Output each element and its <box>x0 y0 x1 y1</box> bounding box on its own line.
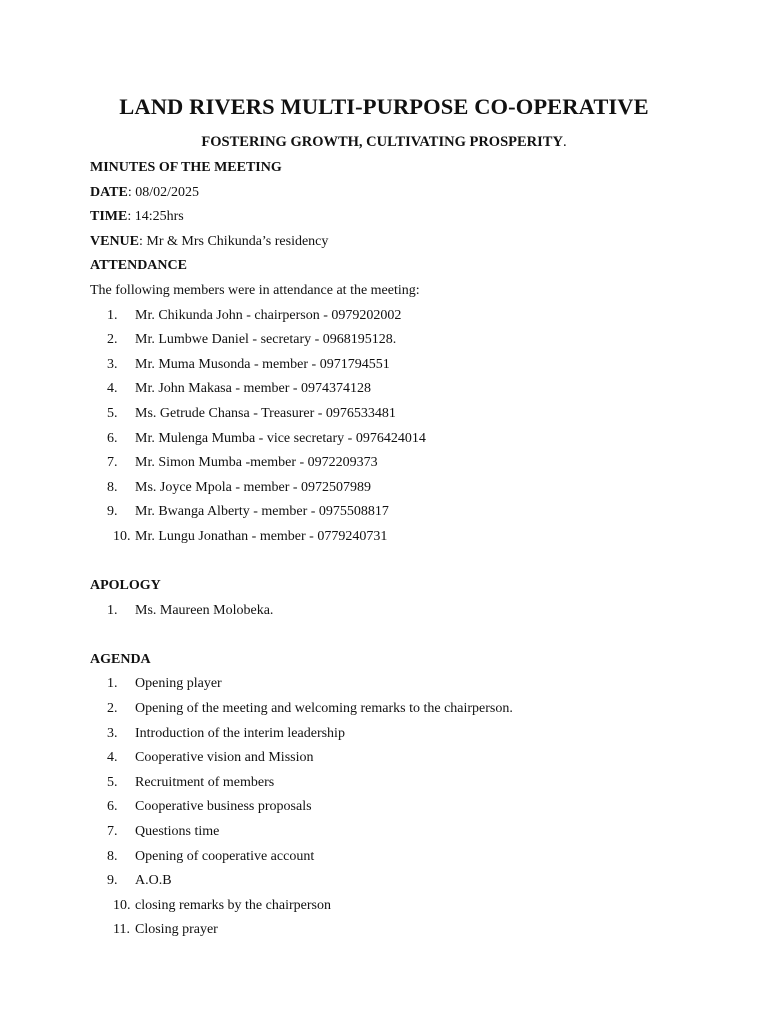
list-item-text: Questions time <box>135 824 220 840</box>
attendance-list <box>90 306 710 552</box>
time-value: : 14:25hrs <box>127 209 184 225</box>
list-item <box>90 453 710 478</box>
list-number: 10. <box>113 528 131 544</box>
attendance-heading: ATTENDANCE <box>90 258 187 274</box>
list-item-text: Introduction of the interim leadership <box>135 725 345 741</box>
time-label: TIME <box>90 209 128 225</box>
list-number: 7. <box>107 824 118 840</box>
list-item-text: Recruitment of members <box>135 774 275 790</box>
list-item-text: Cooperative business proposals <box>135 799 312 815</box>
date-value: : 08/02/2025 <box>127 184 200 200</box>
list-item-text: Closing prayer <box>135 922 218 938</box>
list-number: 5. <box>107 405 118 421</box>
list-item <box>90 822 710 847</box>
agenda-list <box>90 674 710 945</box>
list-number: 1. <box>107 676 118 692</box>
document-title: LAND RIVERS MULTI-PURPOSE CO-OPERATIVE <box>119 94 649 119</box>
list-item-text: Mr. Mulenga Mumba - vice secretary - 0976424014 <box>135 430 426 446</box>
list-item <box>90 699 710 724</box>
list-item-text: Mr. Chikunda John - chairperson - 0979202002 <box>135 307 402 323</box>
time-line <box>90 207 710 232</box>
list-number: 1. <box>107 602 118 618</box>
venue-line <box>90 232 710 257</box>
list-number: 10. <box>113 897 131 913</box>
list-item <box>90 306 710 331</box>
list-item <box>90 527 710 552</box>
list-number: 9. <box>107 504 118 520</box>
list-number: 8. <box>107 479 118 495</box>
list-item <box>90 896 710 921</box>
list-number: 4. <box>107 750 118 766</box>
list-item <box>90 379 710 404</box>
list-number: 4. <box>107 381 118 397</box>
list-item <box>90 847 710 872</box>
list-item-text: Ms. Maureen Molobeka. <box>135 602 274 618</box>
list-number: 3. <box>107 356 118 372</box>
spacer <box>90 552 710 577</box>
list-item <box>90 478 710 503</box>
list-item-text: Mr. Bwanga Alberty - member - 0975508817 <box>135 504 389 520</box>
list-item <box>90 748 710 773</box>
list-number: 2. <box>107 332 118 348</box>
minutes-heading: MINUTES OF THE MEETING <box>90 160 282 175</box>
list-item <box>90 355 710 380</box>
list-item-text: Mr. Lungu Jonathan - member - 0779240731 <box>135 528 388 544</box>
list-item-text: Mr. John Makasa - member - 0974374128 <box>135 381 372 397</box>
list-number: 9. <box>107 873 118 889</box>
list-number: 1. <box>107 307 118 323</box>
list-item-text: closing remarks by the chairperson <box>135 897 331 913</box>
list-item <box>90 920 710 945</box>
list-item-text: A.O.B <box>135 873 172 889</box>
list-item <box>90 429 710 454</box>
list-item <box>90 502 710 527</box>
list-item <box>90 674 710 699</box>
document-subtitle <box>0 133 768 151</box>
list-number: 5. <box>107 774 118 790</box>
venue-label: VENUE <box>90 233 140 249</box>
list-number: 2. <box>107 701 118 717</box>
list-item-text: Opening of the meeting and welcoming remarks to the chairperson. <box>135 701 513 717</box>
list-item <box>90 871 710 896</box>
list-item-text: Mr. Muma Musonda - member - 0971794551 <box>135 356 390 372</box>
apology-list <box>90 601 710 626</box>
list-item <box>90 773 710 798</box>
subtitle-text: FOSTERING GROWTH, CULTIVATING PROSPERITY <box>201 134 563 150</box>
agenda-heading: AGENDA <box>90 651 151 667</box>
list-item-text: Opening of cooperative account <box>135 848 315 864</box>
subtitle-period: . <box>562 134 567 150</box>
list-number: 3. <box>107 725 118 741</box>
list-item <box>90 404 710 429</box>
venue-value: : Mr & Mrs Chikunda’s residency <box>139 233 329 249</box>
list-number: 8. <box>107 848 118 864</box>
list-number: 7. <box>107 455 118 471</box>
list-item <box>90 797 710 822</box>
list-item-text: Mr. Simon Mumba -member - 0972209373 <box>135 455 378 471</box>
list-number: 6. <box>107 430 118 446</box>
list-item <box>90 724 710 749</box>
list-item <box>90 330 710 355</box>
document-body <box>90 158 710 945</box>
list-item <box>90 601 710 626</box>
apology-heading: APOLOGY <box>90 578 161 594</box>
date-label: DATE <box>90 184 128 200</box>
list-item-text: Ms. Joyce Mpola - member - 0972507989 <box>135 479 372 495</box>
list-item-text: Cooperative vision and Mission <box>135 750 314 766</box>
list-item-text: Ms. Getrude Chansa - Treasurer - 0976533481 <box>135 405 396 421</box>
list-item-text: Opening player <box>135 676 222 692</box>
attendance-intro: The following members were in attendance at the meeting: <box>90 282 420 298</box>
spacer <box>90 625 710 650</box>
list-number: 6. <box>107 799 118 815</box>
date-line <box>90 183 710 208</box>
list-item-text: Mr. Lumbwe Daniel - secretary - 0968195128. <box>135 332 397 348</box>
list-number: 11. <box>113 922 130 938</box>
